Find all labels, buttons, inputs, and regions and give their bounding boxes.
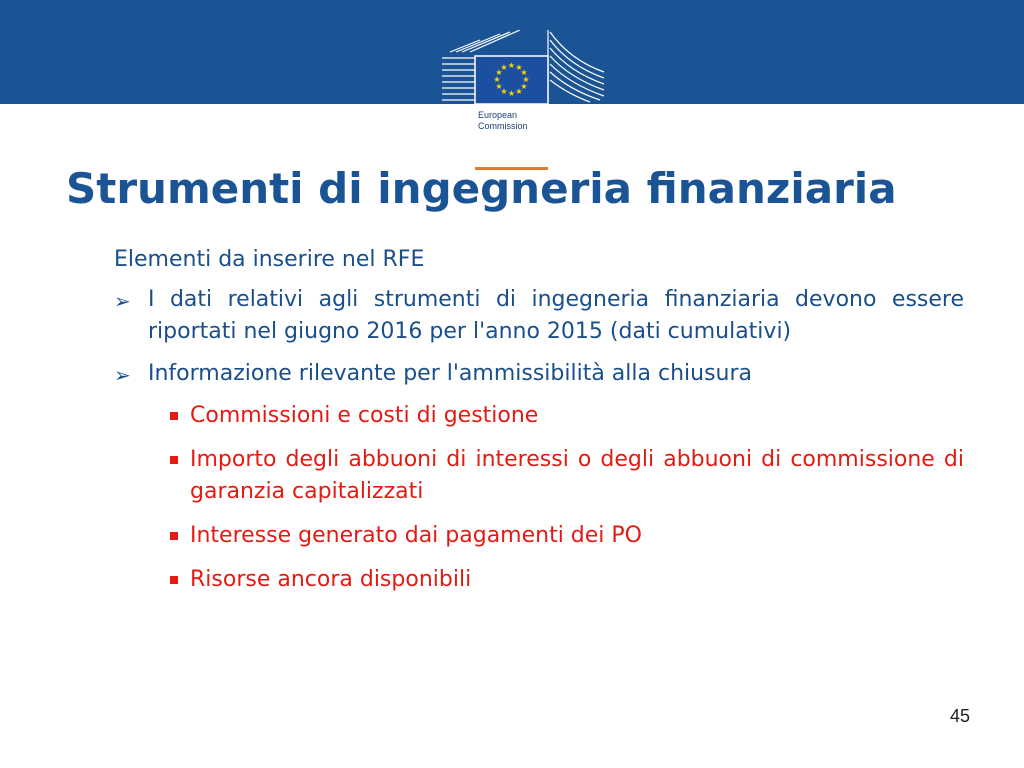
sub-list-item [166,400,964,432]
svg-text:★: ★ [507,61,516,70]
sub-list-item [166,520,964,552]
intro-text: Elementi da inserire nel RFE [114,247,425,272]
arrow-bullet-icon: ➢ [114,289,131,313]
arrow-bullet-icon: ➢ [114,363,131,387]
sub-item-text: Commissioni e costi di gestione [190,403,539,428]
logo-text [478,110,548,132]
slide-title: Strumenti di ingegneria finanziaria [66,164,897,213]
svg-text:★: ★ [522,75,530,84]
svg-text:★: ★ [520,82,528,91]
svg-text:★: ★ [500,87,508,96]
svg-text:★: ★ [515,63,523,72]
square-bullet-icon [170,576,178,584]
page-number: 45 [949,706,970,726]
bullet-item [114,284,964,348]
bullet-item [114,358,964,390]
bullet-text: Informazione rilevante per l'ammissibilità alla chiusura [148,361,753,386]
sub-list-item [166,444,964,508]
sub-list-item [166,564,964,596]
sub-item-text: Risorse ancora disponibili [190,567,472,592]
svg-text:★: ★ [507,89,516,98]
european-commission-logo [440,30,606,142]
svg-text:★: ★ [520,68,528,77]
bullet-text: I dati relativi agli strumenti di ingegneria finanziaria devono essere riportati nel giugno 2016 per l'anno 2015 (dati cumulativi) [148,287,964,344]
square-bullet-icon [170,412,178,420]
sub-list [166,400,964,596]
svg-text:★: ★ [495,82,503,91]
sub-item-text: Interesse generato dai pagamenti dei PO [190,523,642,548]
sub-item-text: Importo degli abbuoni di interessi o degli abbuoni di commissione di garanzia capitalizzati [190,447,964,504]
slide-content [114,244,964,608]
svg-text:★: ★ [500,63,508,72]
square-bullet-icon [170,456,178,464]
svg-text:★: ★ [515,87,523,96]
svg-text:★: ★ [495,68,503,77]
svg-text:★: ★ [493,75,501,84]
logo-text-line2: Commission [478,121,528,131]
logo-text-line1: European [478,110,518,120]
square-bullet-icon [170,532,178,540]
